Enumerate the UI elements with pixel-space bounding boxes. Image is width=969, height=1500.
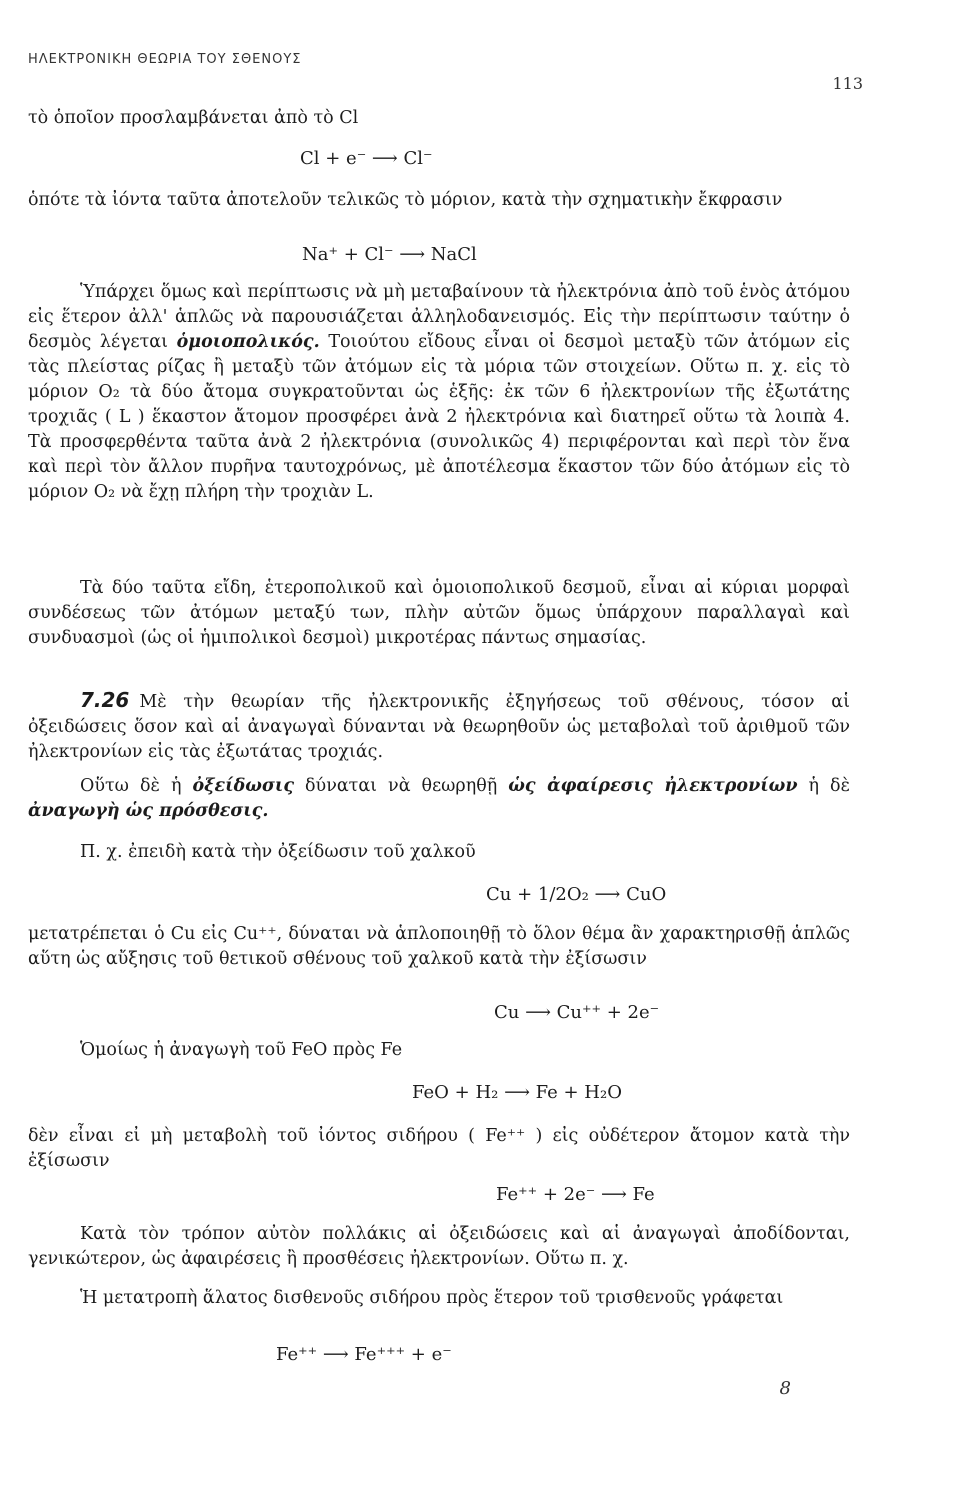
equation-1: Cl + e⁻ ⟶ Cl⁻ [300, 148, 433, 169]
paragraph-6-text-e: ἡ δὲ [797, 776, 850, 796]
paragraph-2: ὁπότε τὰ ἰόντα ταῦτα ἀποτελοῦν τελικῶς τὸ μόριον, κατὰ τὴν σχηματικὴν ἔκφρασιν [28, 190, 783, 210]
section-number: 7.26 [80, 688, 130, 712]
term-reduction: ἀναγωγὴ ὡς πρόσθεσις. [28, 801, 269, 821]
paragraph-3-text-c: Τοιούτου εἴδους εἶναι οἱ δεσμοὶ μεταξὺ τῶν ἀτόμων εἰς τὰς πλείστας ρίζας ἢ μεταξὺ τῶν ἀτόμων εἰς τὰ μόρια τῶν στοιχείων. Οὕτω π. χ. εἰς τὸ μόριον O₂ τὰ δύο ἄτομα συγκρατοῦνται ὡς ἑξῆς: ἐκ τῶν 6 ἠλεκτρονίων τῆς ἐξωτάτης τροχιᾶς ( L ) ἕκαστον ἄτομον προσφέρει ἀνὰ 2 ἠλεκτρόνια καὶ διατηρεῖ οὕτω τὰ λοιπὰ 4. Τὰ προσφερθέντα ταῦτα ἀνὰ 2 ἠλεκτρόνια (συνολικῶς 4) περιφέρονται καὶ περὶ τὸν ἕνα καὶ περὶ τὸν ἄλλον πυρῆνα ταυτοχρόνως, μὲ ἀποτέλεσμα ἕκαστον τῶν δύο ἀτόμων εἰς τὸ μόριον O₂ νὰ ἔχῃ πλήρη τὴν τροχιὰν L. [28, 332, 850, 502]
folio-mark: 8 [779, 1378, 791, 1399]
paragraph-9: Ὁμοίως ἡ ἀναγωγὴ τοῦ FeO πρὸς Fe [80, 1040, 403, 1060]
paragraph-6 [28, 774, 850, 824]
equation-6: Fe⁺⁺ + 2e⁻ ⟶ Fe [496, 1184, 655, 1205]
paragraph-8: μετατρέπεται ὁ Cu εἰς Cu⁺⁺, δύναται νὰ ἁπλοποιηθῇ τὸ ὅλον θέμα ἂν χαρακτηρισθῇ ἁπλῶς αὕτη ὡς αὔξησις τοῦ θετικοῦ σθένους τοῦ χαλκοῦ κατὰ τὴν ἐξίσωσιν [28, 924, 850, 969]
equation-7: Fe⁺⁺ ⟶ Fe⁺⁺⁺ + e⁻ [276, 1344, 452, 1365]
paragraph-6-text-a: Οὕτω δὲ ἡ [80, 776, 193, 796]
paragraph-1: τὸ ὁποῖον προσλαμβάνεται ἀπὸ τὸ Cl [28, 108, 359, 128]
paragraph-5 [28, 688, 850, 765]
equation-5: FeO + H₂ ⟶ Fe + H₂O [412, 1082, 622, 1103]
paragraph-3 [28, 280, 850, 505]
term-oxidation: ὀξείδωσις [192, 776, 294, 796]
paragraph-12: Ἡ μετατροπὴ ἅλατος δισθενοῦς σιδήρου πρὸς ἕτερον τοῦ τρισθενοῦς γράφεται [80, 1288, 784, 1308]
term-homeopolar: ὁμοιοπολικός. [176, 332, 320, 352]
paragraph-11: Κατὰ τὸν τρόπον αὐτὸν πολλάκις αἱ ὀξειδώσεις καὶ αἱ ἀναγωγαὶ ἀποδίδονται, γενικώτερον, ὡς ἀφαιρέσεις ἢ προσθέσεις ἠλεκτρονίων. Οὕτω π. χ. [28, 1224, 850, 1269]
equation-3: Cu + 1/2O₂ ⟶ CuO [486, 884, 667, 905]
running-title: ΗΛΕΚΤΡΟΝΙΚΗ ΘΕΩΡΙΑ ΤΟΥ ΣΘΕΝΟΥΣ [28, 52, 302, 67]
paragraph-10: δὲν εἶναι εἰ μὴ μεταβολὴ τοῦ ἰόντος σιδήρου ( Fe⁺⁺ ) εἰς οὐδέτερον ἄτομον κατὰ τὴν ἐξίσωσιν [28, 1126, 850, 1171]
paragraph-6-text-c: δύναται νὰ θεωρηθῇ [293, 776, 509, 796]
page-number: 113 [832, 74, 863, 93]
paragraph-3-text-a: Ὑπάρχει ὅμως καὶ περίπτωσις νὰ μὴ μεταβαίνουν τὰ ἠλεκτρόνια ἀπὸ τοῦ ἑνὸς ἀτόμου εἰς ἕτερον ἀλλ' ἁπλῶς νὰ παρουσιάζεται ἀλληλοδανεισμός. Εἰς τὴν περίπτωσιν ταύτην ὁ δεσμὸς λέγεται [28, 282, 850, 352]
paragraph-4: Τὰ δύο ταῦτα εἴδη, ἑτεροπολικοῦ καὶ ὁμοιοπολικοῦ δεσμοῦ, εἶναι αἱ κύριαι μορφαὶ συνδέσεως τῶν ἀτόμων μεταξύ των, πλὴν αὐτῶν ὅμως ὑπάρχουν παραλλαγαὶ καὶ συνδυασμοὶ (ὡς οἱ ἡμιπολικοὶ δεσμοὶ) μικροτέρας πάντως σημασίας. [28, 578, 850, 648]
equation-2: Na⁺ + Cl⁻ ⟶ NaCl [302, 244, 477, 265]
equation-4: Cu ⟶ Cu⁺⁺ + 2e⁻ [494, 1002, 660, 1023]
term-electron-removal: ὡς ἀφαίρεσις ἠλεκτρονίων [508, 776, 798, 796]
paragraph-5-text: Μὲ τὴν θεωρίαν τῆς ἠλεκτρονικῆς ἐξηγήσεως τοῦ σθένους, τόσον αἱ ὀξειδώσεις ὅσον καὶ αἱ ἀναγωγαὶ δύνανται νὰ θεωρηθοῦν ὡς μεταβολαὶ τοῦ ἀριθμοῦ τῶν ἠλεκτρονίων εἰς τὰς ἐξωτάτας τροχιάς. [28, 692, 850, 762]
paragraph-7: Π. χ. ἐπειδὴ κατὰ τὴν ὀξείδωσιν τοῦ χαλκοῦ [80, 842, 476, 862]
